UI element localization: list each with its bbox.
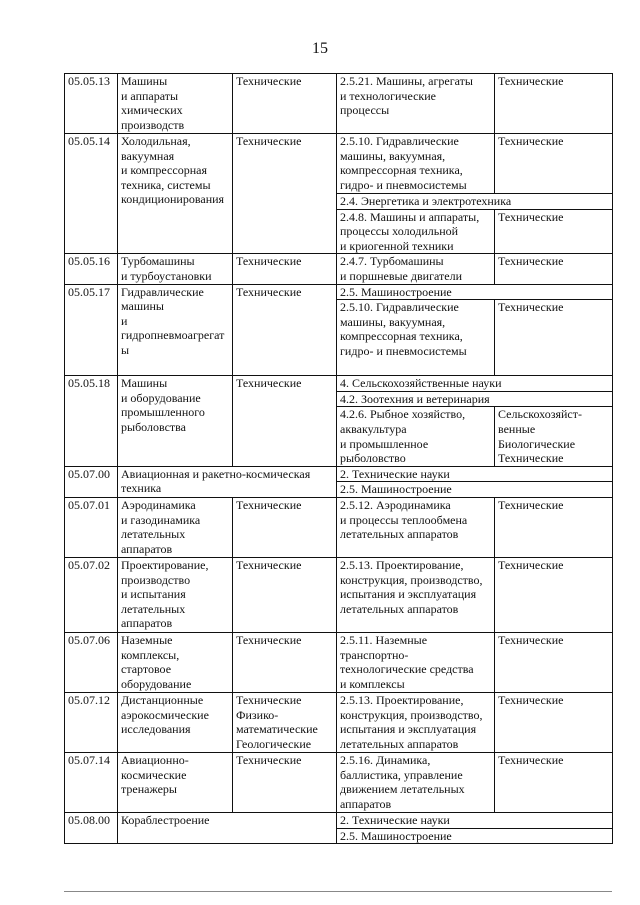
old-science-branch-cell: Технические: [233, 497, 337, 557]
new-specialty-group-cell: 2.4. Энергетика и электротехника: [337, 194, 613, 210]
table-row: [65, 466, 613, 482]
new-specialty-group-cell: 2. Технические науки: [337, 466, 613, 482]
old-specialty-cell: Холодильная, вакуумная и компрессорная техника, системы кондиционирования: [118, 134, 233, 254]
table-row: [65, 497, 613, 557]
table-row: [65, 632, 613, 692]
old-science-branch-cell: Технические: [233, 752, 337, 812]
new-science-branch-cell: Технические: [495, 497, 613, 557]
table-row: [65, 134, 613, 194]
old-specialty-cell: Аэродинамика и газодинамика летательных аппаратов: [118, 497, 233, 557]
old-code-cell: 05.07.06: [65, 632, 118, 692]
new-science-branch-cell: Технические: [495, 134, 613, 194]
table-row: [65, 752, 613, 812]
new-specialty-cell: 2.5.10. Гидравлические машины, вакуумная, компрессорная техника, гидро- и пневмосистемы: [337, 300, 495, 376]
new-specialty-group-cell: 2.5. Машиностроение: [337, 482, 613, 498]
old-specialty-group-cell: Кораблестроение: [118, 812, 337, 843]
new-science-branch-cell: Технические: [495, 752, 613, 812]
old-specialty-cell: Турбомашины и турбоустановки: [118, 254, 233, 284]
new-specialty-cell: 2.5.13. Проектирование, конструкция, производство, испытания и эксплуатация летательных аппаратов: [337, 557, 495, 632]
page-bottom-rule: [64, 891, 612, 892]
old-science-branch-cell: Технические: [233, 74, 337, 134]
new-specialty-cell: 2.5.13. Проектирование, конструкция, производство, испытания и эксплуатация летательных аппаратов: [337, 692, 495, 752]
page-number: 15: [312, 40, 328, 57]
old-science-branch-cell: Технические: [233, 254, 337, 284]
specialty-correspondence-table: [64, 73, 613, 844]
old-science-branch-cell: Технические: [233, 632, 337, 692]
new-science-branch-cell: Технические: [495, 692, 613, 752]
old-specialty-group-cell: Авиационная и ракетно-космическая техника: [118, 466, 337, 497]
new-specialty-cell: 2.5.21. Машины, агрегаты и технологические процессы: [337, 74, 495, 134]
old-code-cell: 05.05.14: [65, 134, 118, 254]
new-science-branch-cell: Технические: [495, 557, 613, 632]
new-specialty-cell: 2.5.16. Динамика, баллистика, управление движением летательных аппаратов: [337, 752, 495, 812]
old-specialty-cell: Авиационно- космические тренажеры: [118, 752, 233, 812]
new-specialty-group-cell: 4.2. Зоотехния и ветеринария: [337, 391, 613, 407]
table-row: [65, 376, 613, 392]
new-specialty-cell: 2.4.7. Турбомашины и поршневые двигатели: [337, 254, 495, 284]
old-science-branch-cell: Технические Физико- математические Геологические: [233, 692, 337, 752]
new-specialty-cell: 2.5.11. Наземные транспортно- технологические средства и комплексы: [337, 632, 495, 692]
table-row: [65, 557, 613, 632]
table-row: [65, 812, 613, 828]
old-code-cell: 05.05.18: [65, 376, 118, 467]
new-specialty-group-cell: 4. Сельскохозяйственные науки: [337, 376, 613, 392]
old-specialty-cell: Наземные комплексы, стартовое оборудование: [118, 632, 233, 692]
old-code-cell: 05.07.02: [65, 557, 118, 632]
old-code-cell: 05.05.17: [65, 284, 118, 376]
old-code-cell: 05.07.12: [65, 692, 118, 752]
new-specialty-group-cell: 2.5. Машиностроение: [337, 828, 613, 844]
old-code-cell: 05.05.16: [65, 254, 118, 284]
new-specialty-cell: 4.2.6. Рыбное хозяйство, аквакультура и промышленное рыболовство: [337, 407, 495, 466]
old-science-branch-cell: Технические: [233, 284, 337, 376]
old-science-branch-cell: Технические: [233, 134, 337, 254]
old-science-branch-cell: Технические: [233, 557, 337, 632]
old-code-cell: 05.07.01: [65, 497, 118, 557]
old-code-cell: 05.07.00: [65, 466, 118, 497]
old-specialty-cell: Дистанционные аэрокосмические исследования: [118, 692, 233, 752]
new-science-branch-cell: Технические: [495, 209, 613, 254]
new-science-branch-cell: Технические: [495, 632, 613, 692]
old-specialty-cell: Гидравлические машины и гидропневмоагрегаты: [118, 284, 233, 376]
new-science-branch-cell: Технические: [495, 74, 613, 134]
new-specialty-cell: 2.5.10. Гидравлические машины, вакуумная, компрессорная техника, гидро- и пневмосистемы: [337, 134, 495, 194]
old-code-cell: 05.08.00: [65, 812, 118, 843]
new-specialty-cell: 2.4.8. Машины и аппараты, процессы холодильной и криогенной техники: [337, 209, 495, 254]
old-code-cell: 05.05.13: [65, 74, 118, 134]
new-specialty-cell: 2.5.12. Аэродинамика и процессы теплообмена летательных аппаратов: [337, 497, 495, 557]
old-specialty-cell: Проектирование, производство и испытания летательных аппаратов: [118, 557, 233, 632]
new-specialty-group-cell: 2.5. Машиностроение: [337, 284, 613, 300]
table-row: [65, 254, 613, 284]
new-science-branch-cell: Технические: [495, 300, 613, 376]
new-science-branch-cell: Технические: [495, 254, 613, 284]
table-row: [65, 284, 613, 300]
new-science-branch-cell: Сельскохозяйст- венные Биологические Технические: [495, 407, 613, 466]
table-row: [65, 74, 613, 134]
old-science-branch-cell: Технические: [233, 376, 337, 467]
old-code-cell: 05.07.14: [65, 752, 118, 812]
new-specialty-group-cell: 2. Технические науки: [337, 812, 613, 828]
table-row: [65, 692, 613, 752]
old-specialty-cell: Машины и оборудование промышленного рыболовства: [118, 376, 233, 467]
old-specialty-cell: Машины и аппараты химических производств: [118, 74, 233, 134]
